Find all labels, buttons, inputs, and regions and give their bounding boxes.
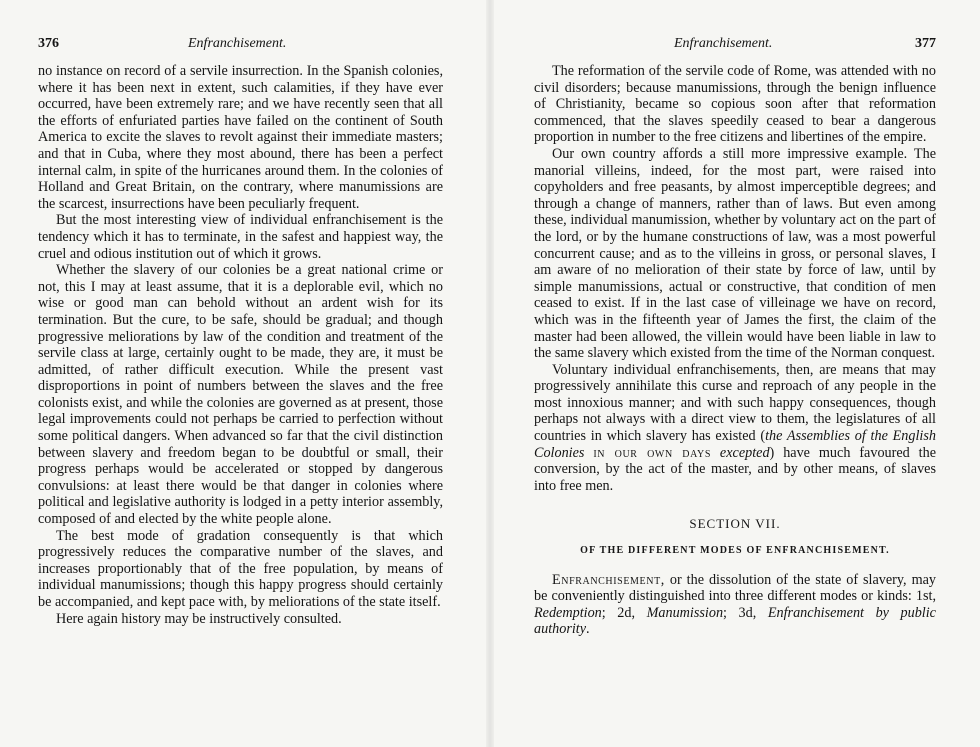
section-title: SECTION VII. bbox=[689, 516, 781, 532]
page-number-right: 377 bbox=[915, 36, 936, 51]
text-run: ) have much favoured the conversion, by the act of the master, and by other means, of slaves into free men. bbox=[534, 444, 937, 494]
paragraph: no instance on record of a servile insurrection. In the Spanish colonies, where it has been next in extent, such calamities, if they have ever occurred, have been extremely rare; and we have recently seen that all the efforts of enfuriated parties have failed on the continent of South America to excite the slaves to revolt against their immediate masters; and that in Cuba, where they most abound, there has been a perfect internal calm, in spite of the hurricanes around them. In the colonies of Holland and Great Britain, on the contrary, where manumissions are the scarcest, insurrections have been peculiarly frequent. bbox=[38, 63, 443, 212]
paragraph: But the most interesting view of individual enfranchisement is the tendency which it has to terminate, in the safest and happiest way, the cruel and odious institution out of which it grows. bbox=[38, 212, 443, 262]
paragraph: Here again history may be instructively consulted. bbox=[56, 610, 342, 627]
paragraph bbox=[534, 362, 936, 495]
left-page-text bbox=[38, 63, 443, 627]
small-caps-phrase: in our own days bbox=[593, 444, 711, 461]
running-head-left: Enfranchisement. bbox=[188, 36, 287, 51]
page-number-left: 376 bbox=[38, 36, 59, 51]
text-run: ; 3d, bbox=[723, 604, 768, 621]
paragraph: The reformation of the servile code of Rome, was attended with no civil disorders; because manumissions, through the benign influence of Christianity, became so copious soon after that reformation commenced, that the slaves speedily ceased to bear a dangerous proportion in number to the free citizens and libertines of the empire. bbox=[534, 63, 936, 146]
right-page bbox=[490, 0, 980, 747]
italic-phrase: excepted bbox=[719, 444, 770, 461]
italic-phrase: Manumission bbox=[646, 604, 724, 621]
text-run: ; 2d, bbox=[601, 604, 647, 621]
text-run: or the dissolution of the state of slavery, may be conveniently distinguished into three different modes or kinds: 1st, bbox=[534, 571, 936, 605]
italic-phrase: Redemption bbox=[534, 604, 602, 621]
section-subtitle: OF THE DIFFERENT MODES OF ENFRANCHISEMENT. bbox=[580, 545, 890, 557]
italic-phrase: Enfranchisement by public authority bbox=[534, 604, 936, 638]
right-header bbox=[534, 36, 936, 54]
paragraph bbox=[534, 572, 936, 638]
left-header bbox=[38, 36, 443, 54]
paragraph: Our own country affords a still more impressive example. The manorial villeins, indeed, for the most part, were raised into copyholders and free peasants, by almost imperceptible degrees; and through a change of manners, rather than of laws. But even among these, individual manumission, whether by voluntary act on the part of the lord, or by the humane constructions of law, was a most powerful concurrent cause; and as to the villeins in gross, or personal slaves, I am aware of no melioration of their state by force of law, until by simple manumissions, actual or constructive, that condition of men ceased to exist. If in the last case of villeinage we have on record, which was in the fifteenth year of James the first, the claim of the master had been allowed, the villein would have been liable in law to the same slavery which existed from the time of the Norman conquest. bbox=[534, 145, 936, 362]
running-head-right: Enfranchisement. bbox=[674, 36, 773, 51]
paragraph: The best mode of gradation consequently is that which progressively reduces the comparative number of the slaves, and increases proportionably that of the free population, by means of individual manumissions; though this happy progress should certainly be accompanied, and kept pace with, by meliorations of the state itself. bbox=[38, 527, 443, 610]
paragraph: Whether the slavery of our colonies be a great national crime or not, this I may at least assume, that it is a deplorable evil, which no wise or good man can behold without an ardent wish for its termination. But the cure, to be safe, should be gradual; and though progressive meliorations by law of the condition and treatment of the servile class at large, certainly ought to be made, they are, it must be admitted, of rather difficult execution. While the present vast disproportions in point of numbers between the slaves and the free colonists exist, and while the colonies are governed as at present, those legal improvements could not perhaps be carried to perfection without some political dangers. When advanced so far that the civil distinction between slavery and freedom began to be doubtful or small, their progress perhaps would be accelerated or stopped by dangerous convulsions: at least there would be that danger in colonies where political and legislative authority is lodged in a petty interior assembly, composed of and elected by the white people alone. bbox=[38, 262, 443, 528]
right-page-text bbox=[534, 63, 936, 638]
lead-word: Enfranchisement, bbox=[552, 571, 665, 588]
italic-phrase: the Assemblies of the English Colonies bbox=[534, 428, 936, 461]
text-run: Voluntary individual enfranchisements, then, are means that may progressively annihilate this curse and reproach of any people in the most innoxious manner; and with such happy consequences, though perhaps not always with a direct view to them, the legislatures of all countries in which slavery has existed ( bbox=[534, 361, 936, 445]
text-run: . bbox=[586, 621, 590, 638]
